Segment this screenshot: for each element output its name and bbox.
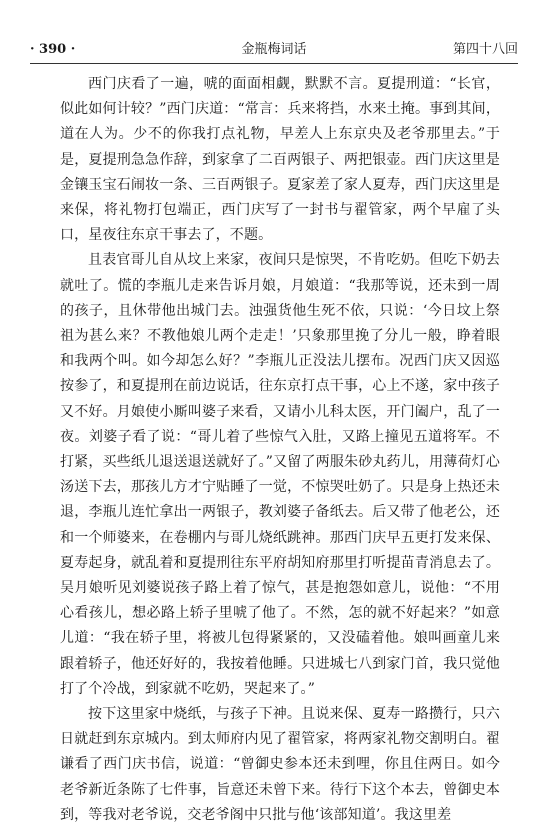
running-title: 金瓶梅词话 [241,42,307,57]
body-text [60,72,500,828]
header-rule [30,63,518,64]
paragraph: 按下这里家中烧纸，与孩子下神。且说来保、夏寿一路攒行，只六日就赶到东京城内。到太师府内见了翟管家，将两家礼物交割明白。翟谦看了西门庆书信，说道：“曾御史参本还未到哩，你且住两日。如今老爷新近条陈了七件事，旨意还未曾下来。待行下这个本去，曾御史本到，等我对老爷说，交老爷阁中只批与他‘该部知道’。我这里差 [60,706,500,823]
paragraph: 且表官哥儿自从坟上来家，夜间只是惊哭，不肯吃奶。但吃下奶去就吐了。慌的李瓶儿走来告诉月娘，月娘道：“我那等说，还未到一周的孩子，且休带他出城门去。浊强货他生死不依，只说：‘今日坟上祭祖为甚么来？不教他娘儿两个走走！’只象那里挽了分儿一般，睁着眼和我两个叫。如今却怎么好？”李瓶儿正没法儿摆布。况西门庆又因巡按参了，和夏提刑在前边说话，往东京打点干事，心上不遂，家中孩子又不好。月娘使小厮叫婆子来看，又请小儿科太医，开门阖户，乱了一夜。刘婆子看了说：“哥儿着了些惊气入肚，又路上撞见五道将军。不打紧，买些纸儿退送退送就好了。”又留了两服朱砂丸药儿，用薄荷灯心汤送下去，那孩儿方才宁贴睡了一觉，不惊哭吐奶了。只是身上热还未退，李瓶儿连忙拿出一两银子，教刘婆子备纸去。后又带了他老公，还和一个师婆来，在卷棚内与哥儿烧纸跳神。那西门庆早五更打发来保、夏寿起身，就乱着和夏提刑往东平府胡知府那里打听提苗青消息去了。吴月娘听见刘婆说孩子路上着了惊气，甚是抱怨如意儿，说他：“不用心看孩儿，想必路上轿子里唬了他了。不然，怎的就不好起来？”如意儿道：“我在轿子里，将被儿包得紧紧的，又没磕着他。娘叫画童儿来跟着轿子，他还好好的，我按着他睡。只进城七八到家门首，我只觉他打了个冷战，到家就不吃奶，哭起来了。” [60,252,500,697]
page-number: · 390 · [30,42,76,57]
paragraph: 西门庆看了一遍，唬的面面相觑，默默不言。夏提刑道：“长官，似此如何计较？”西门庆道：“常言：兵来将挡，水来土掩。事到其间，道在人为。少不的你我打点礼物，早差人上东京央及老爷那里去。”于是，夏提刑急急作辞，到家拿了二百两银子、两把银壶。西门庆这里是金镶玉宝石闹妆一条、三百两银子。夏家差了家人夏寿，西门庆这里是来保，将礼物打包端正，西门庆写了一封书与翟管家，两个早雇了头口，星夜往东京干事去了，不题。 [60,76,500,244]
chapter-heading: 第四十八回 [452,42,518,57]
page-header [30,40,518,60]
